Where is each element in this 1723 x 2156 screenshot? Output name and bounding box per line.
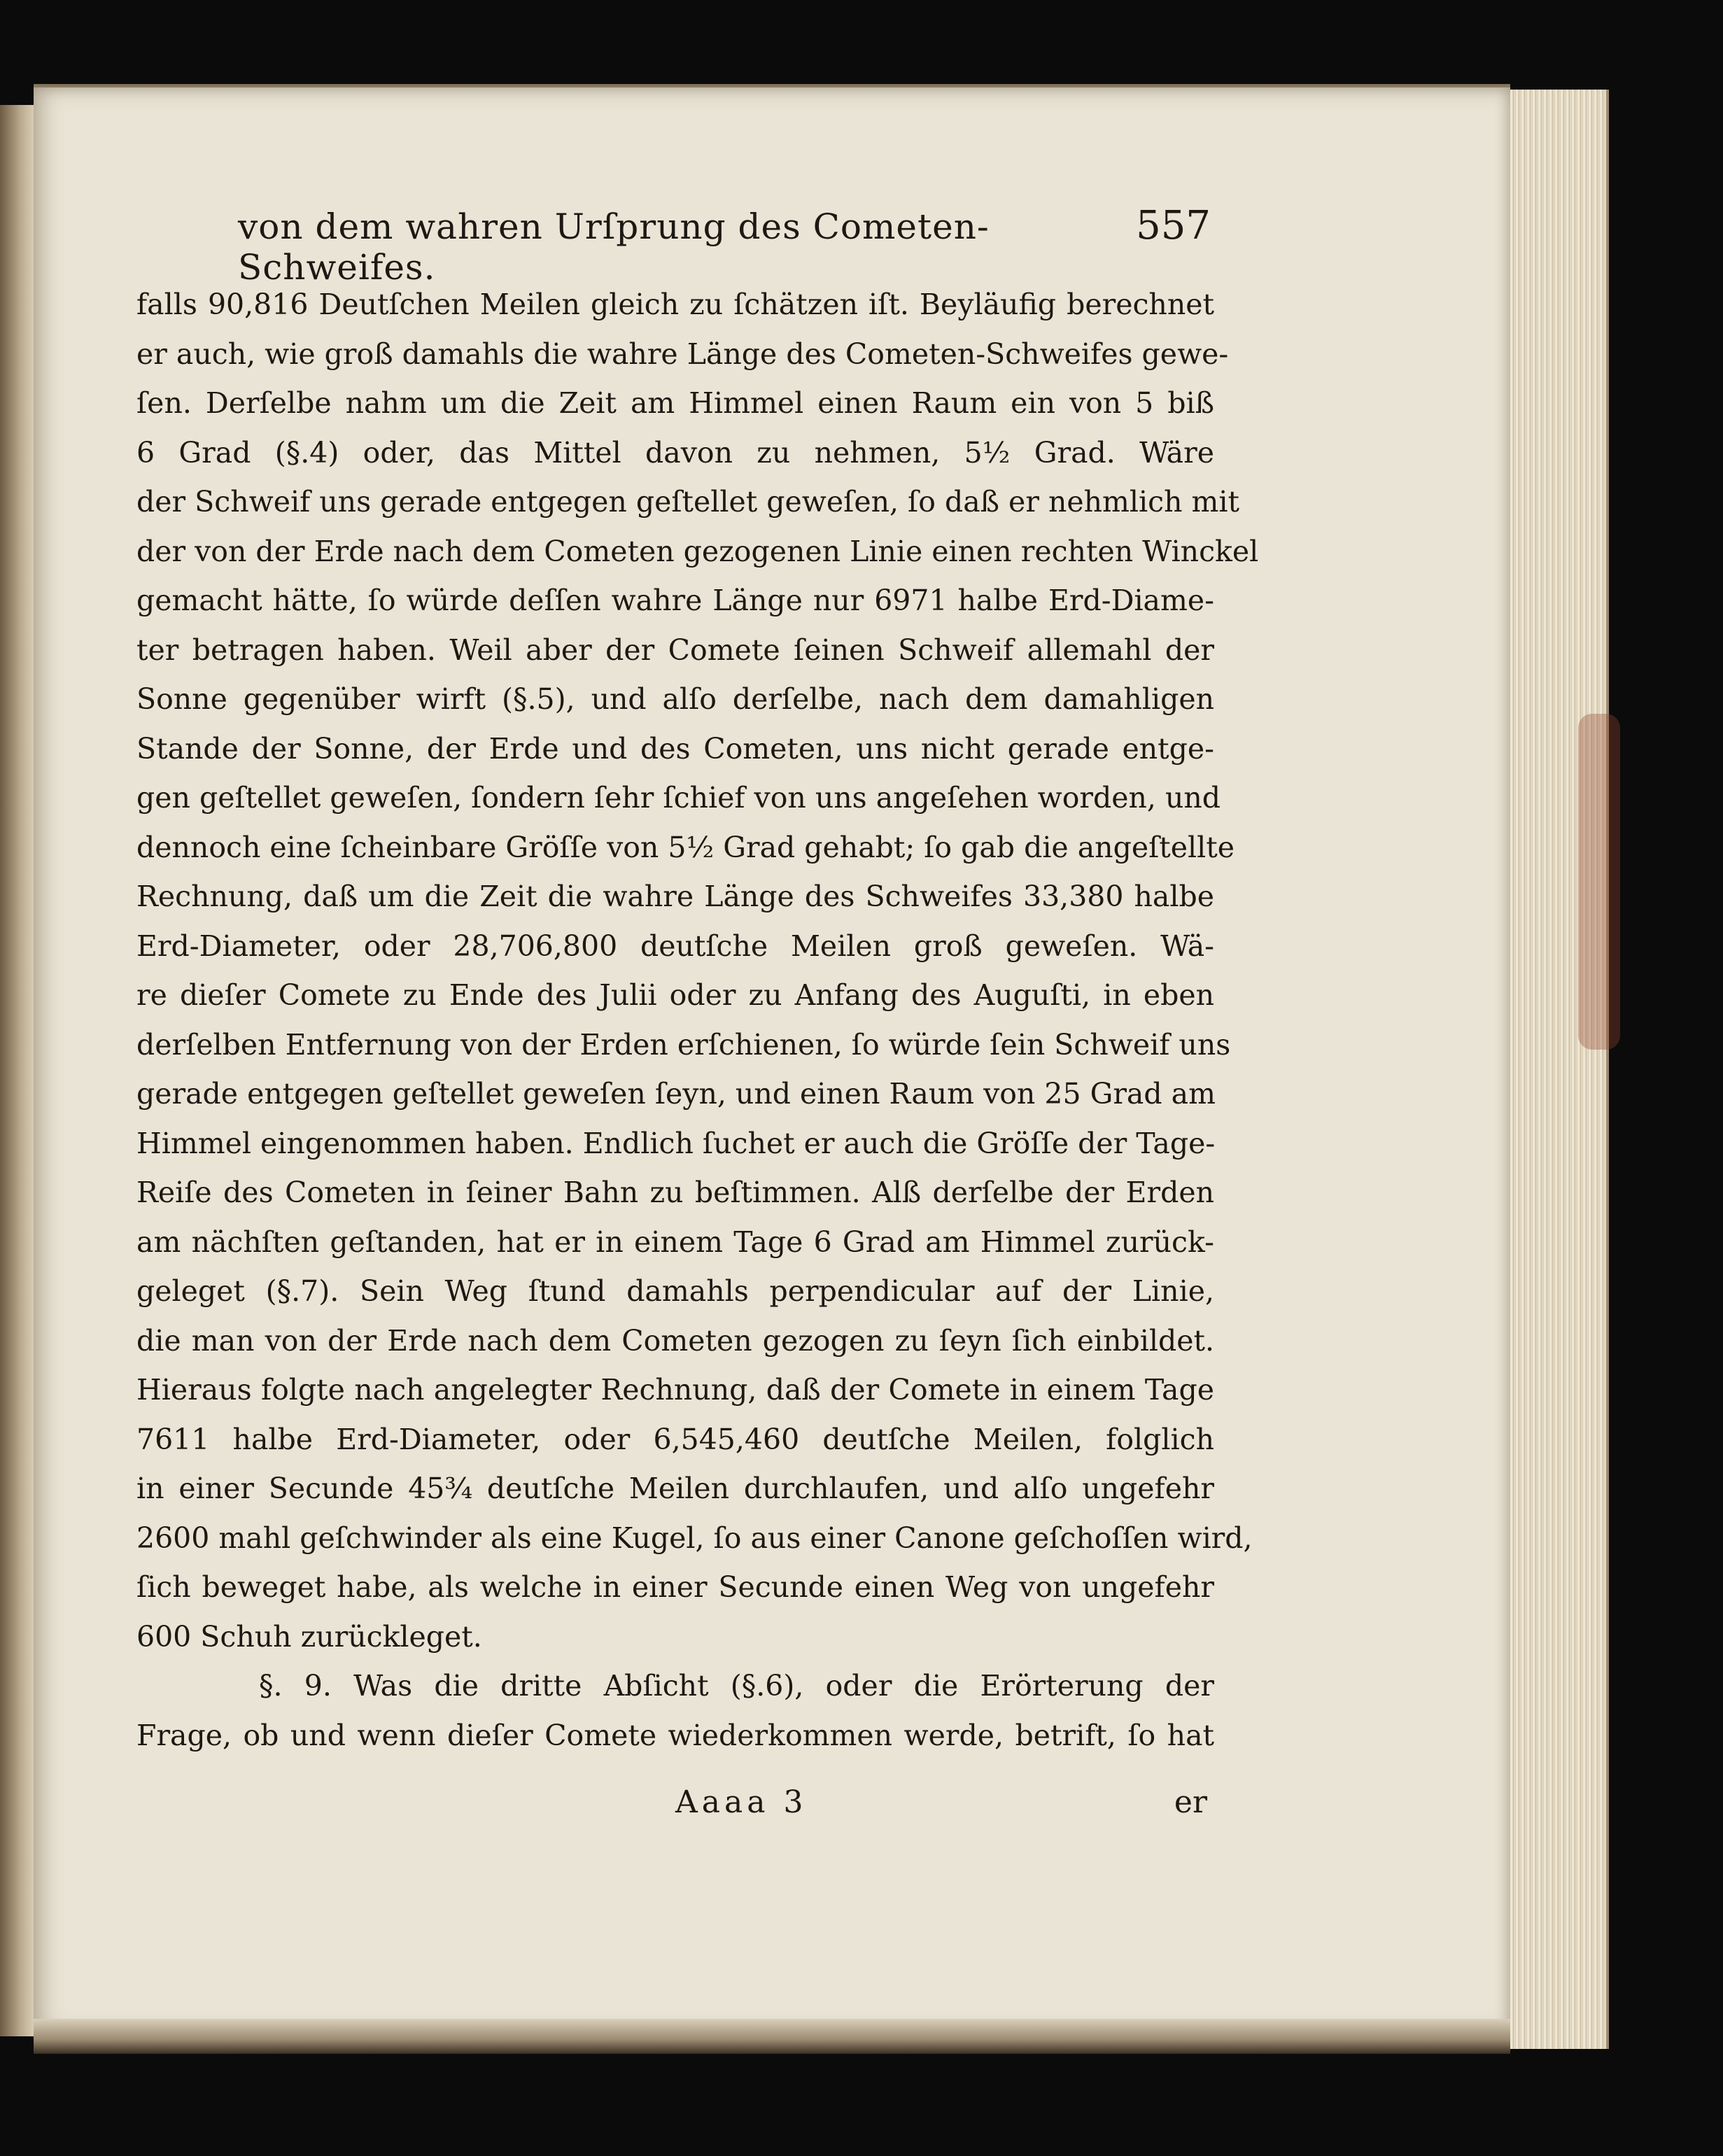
text-line: der von der Erde nach dem Cometen gezogenen Linie einen rechten Winckel (136, 534, 1259, 568)
body-text (136, 280, 1259, 1760)
text-line: falls 90,816 Deutſchen Meilen gleich zu ſchätzen iſt. Beyläufig berechnet (136, 288, 1214, 321)
page-number: 557 (1136, 203, 1211, 248)
text-line: Reiſe des Cometen in ſeiner Bahn zu beſtimmen. Alß derſelbe der Erden (136, 1176, 1214, 1209)
text-line: 6 Grad (§.4) oder, das Mittel davon zu nehmen, 5½ Grad. Wäre (136, 435, 1214, 470)
text-line: re dieſer Comete zu Ende des Julii oder zu Anfang des Auguſti, in eben (136, 978, 1214, 1012)
catchword: er (1174, 1784, 1207, 1820)
text-line: Sonne gegenüber wirft (§.5), und alſo derſelbe, nach dem damahligen (136, 682, 1214, 716)
text-line: der Schweif uns gerade entgegen geſtellet geweſen, ſo daß er nehmlich mit (136, 485, 1239, 519)
text-line: am nächſten geſtanden, hat er in einem Tage 6 Grad am Himmel zurück- (136, 1225, 1214, 1259)
text-line: Frage, ob und wenn dieſer Comete wiederkommen werde, betrift, ſo hat (136, 1718, 1214, 1752)
text-line: in einer Secunde 45¾ deutſche Meilen durchlaufen, und alſo ungefehr (136, 1472, 1214, 1505)
text-line: ſich beweget habe, als welche in einer Secunde einen Weg von ungefehr (136, 1570, 1214, 1604)
text-line: 600 Schuh zurückleget. (136, 1619, 482, 1654)
text-line: gen geſtellet geweſen, ſondern ſehr ſchief von uns angeſehen worden, und (136, 781, 1221, 815)
text-line: Himmel eingenommen haben. Endlich ſuchet er auch die Gröſſe der Tage- (136, 1126, 1216, 1160)
text-line: §. 9. Was die dritte Abſicht (§.6), oder die Erörterung der (259, 1669, 1214, 1703)
page-footer (136, 1784, 1214, 1833)
text-line: Rechnung, daß um die Zeit die wahre Länge des Schweifes 33,380 halbe (136, 880, 1214, 913)
text-line: 7611 halbe Erd-Diameter, oder 6,545,460 deutſche Meilen, folglich (136, 1422, 1214, 1456)
text-line: geleget (§.7). Sein Weg ſtund damahls perpendicular auf der Linie, (136, 1274, 1214, 1308)
text-line: die man von der Erde nach dem Cometen gezogen zu ſeyn ſich einbildet. (136, 1323, 1214, 1358)
text-line: dennoch eine ſcheinbare Gröſſe von 5½ Grad gehabt; ſo gab die angeſtellte (136, 830, 1235, 864)
text-line: ter betragen haben. Weil aber der Comete ſeinen Schweif allemahl der (136, 633, 1214, 667)
running-head: von dem wahren Urſprung des Cometen-Schweifes. (238, 206, 990, 288)
text-line: gemacht hätte, ſo würde deſſen wahre Länge nur 6971 halbe Erd-Diame- (136, 584, 1214, 617)
text-line: derſelben Entfernung von der Erden erſchienen, ſo würde ſein Schweif uns (136, 1027, 1231, 1062)
page-bottom-shadow (34, 2019, 1510, 2054)
facing-page-edge (0, 105, 34, 2036)
page-header (238, 203, 1211, 288)
text-line: Stande der Sonne, der Erde und des Cometen, uns nicht gerade entge- (136, 731, 1214, 766)
text-line: ſen. Derſelbe nahm um die Zeit am Himmel einen Raum ein von 5 biß (136, 386, 1214, 420)
text-line: 2600 mahl geſchwinder als eine Kugel, ſo aus einer Canone geſchoſſen wird, (136, 1521, 1253, 1555)
text-line: er auch, wie groß damahls die wahre Länge des Cometen-Schweifes gewe- (136, 337, 1229, 371)
text-line: gerade entgegen geſtellet geweſen ſeyn, und einen Raum von 25 Grad am (136, 1077, 1216, 1111)
text-line: Hieraus folgte nach angelegter Rechnung, daß der Comete in einem Tage (136, 1373, 1214, 1407)
edge-stain (1578, 714, 1620, 1050)
text-line: Erd-Diameter, oder 28,706,800 deutſche Meilen groß geweſen. Wä- (136, 929, 1214, 963)
signature-mark: Aaaa 3 (675, 1784, 808, 1820)
